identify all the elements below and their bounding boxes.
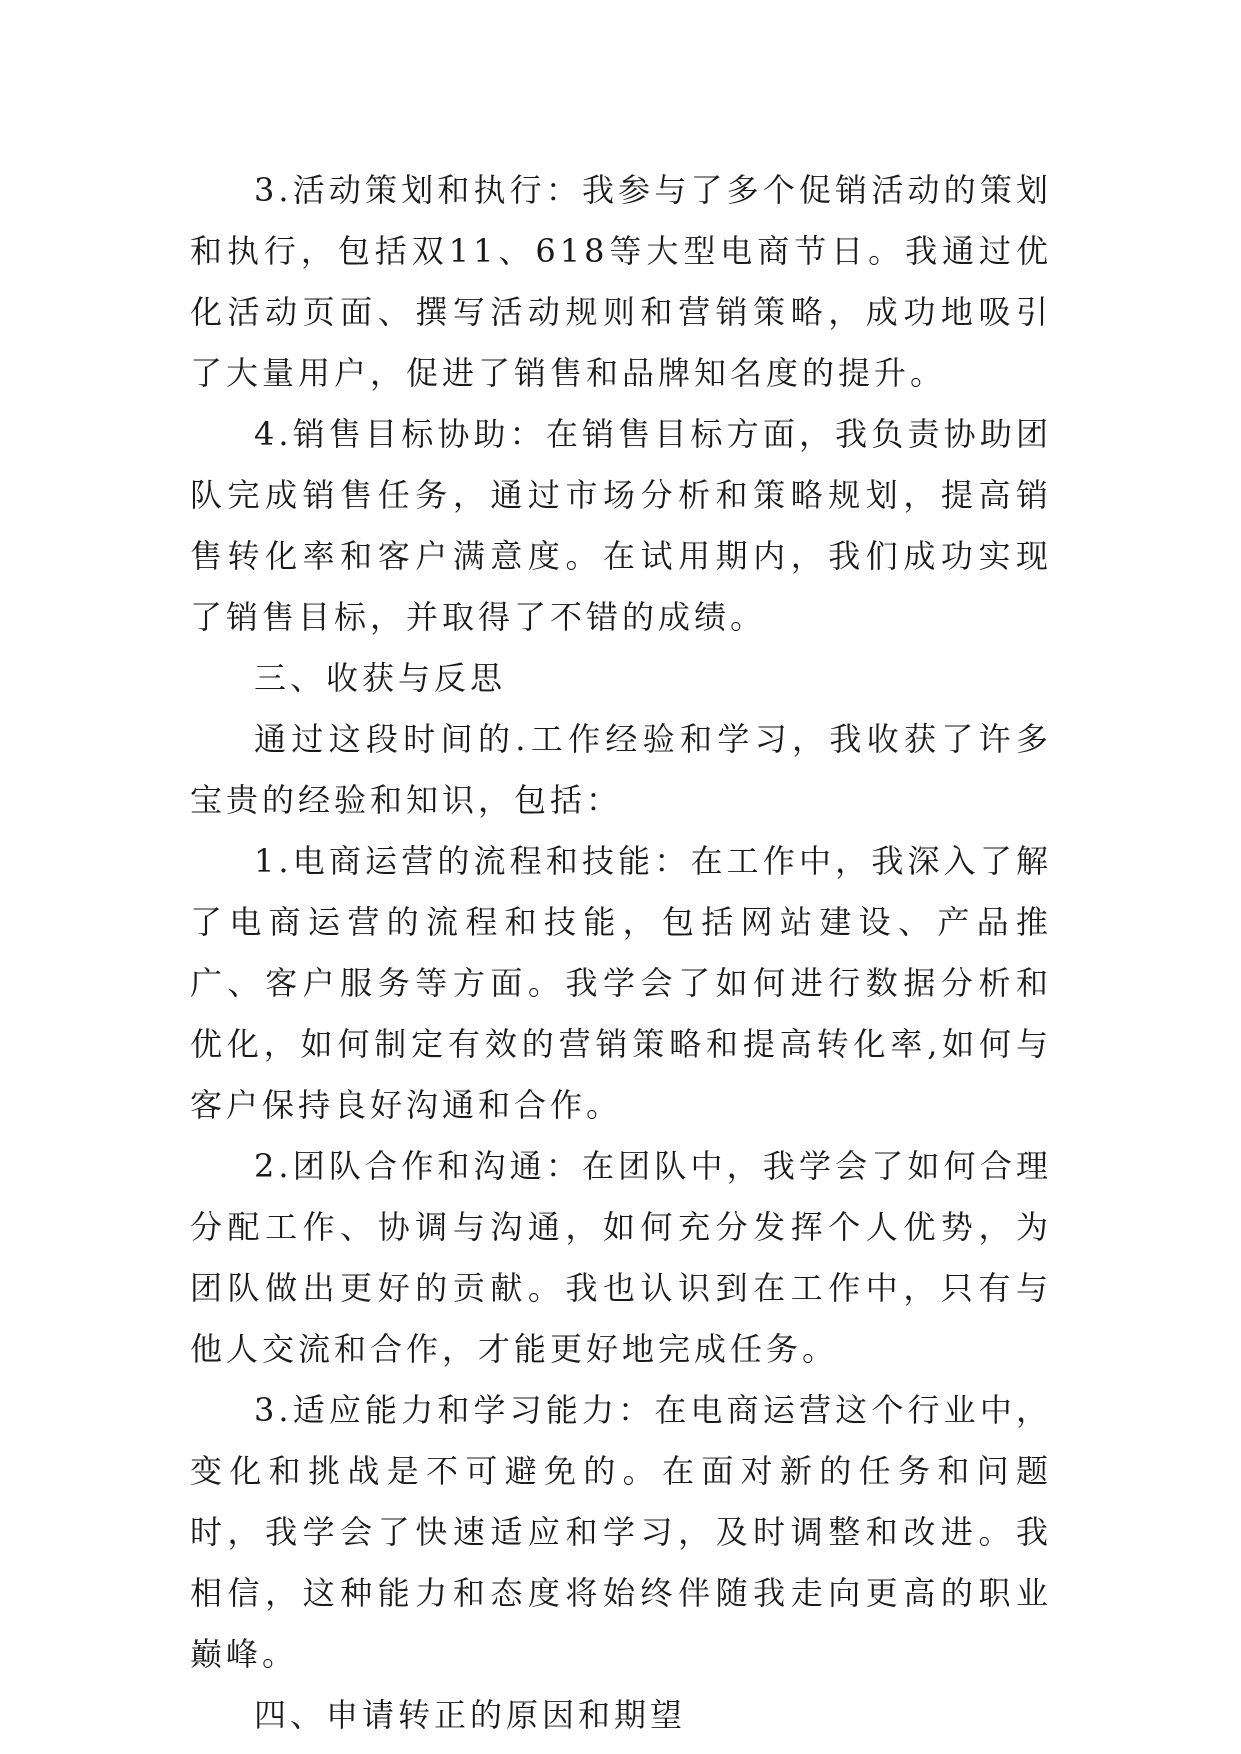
paragraph-teamwork: 2.团队合作和沟通：在团队中，我学会了如何合理分配工作、协调与沟通，如何充分发挥个人优势，为团队做出更好的贡献。我也认识到在工作中，只有与他人交流和合作，才能更好地完成任务。 — [190, 1147, 1052, 1368]
paragraph-activity-planning: 3.活动策划和执行：我参与了多个促销活动的策划和执行，包括双11、618等大型电商节日。我通过优化活动页面、撰写活动规则和营销策略，成功地吸引了大量用户，促进了销售和品牌知名度的提升。 — [190, 171, 1052, 392]
document-body — [190, 160, 1052, 1746]
paragraph-adaptability: 3.适应能力和学习能力：在电商运营这个行业中，变化和挑战是不可避免的。在面对新的任务和问题时，我学会了快速适应和学习，及时调整和改进。我相信，这种能力和态度将始终伴随我走向更高的职业巅峰。 — [190, 1391, 1052, 1673]
section-heading-regularization: 四、申请转正的原因和期望 — [254, 1696, 687, 1734]
paragraph-gains-intro: 通过这段时间的.工作经验和学习，我收获了许多宝贵的经验和知识，包括： — [190, 720, 1052, 819]
paragraph-ecommerce-skills: 1.电商运营的流程和技能：在工作中，我深入了解了电商运营的流程和技能，包括网站建设、产品推广、客户服务等方面。我学会了如何进行数据分析和优化，如何制定有效的营销策略和提高转化率,如何与客户保持良好沟通和合作。 — [190, 842, 1052, 1124]
section-heading-gains-reflection: 三、收获与反思 — [254, 659, 507, 697]
paragraph-sales-target: 4.销售目标协助：在销售目标方面，我负责协助团队完成销售任务，通过市场分析和策略规划，提高销售转化率和客户满意度。在试用期内，我们成功实现了销售目标，并取得了不错的成绩。 — [190, 415, 1052, 636]
